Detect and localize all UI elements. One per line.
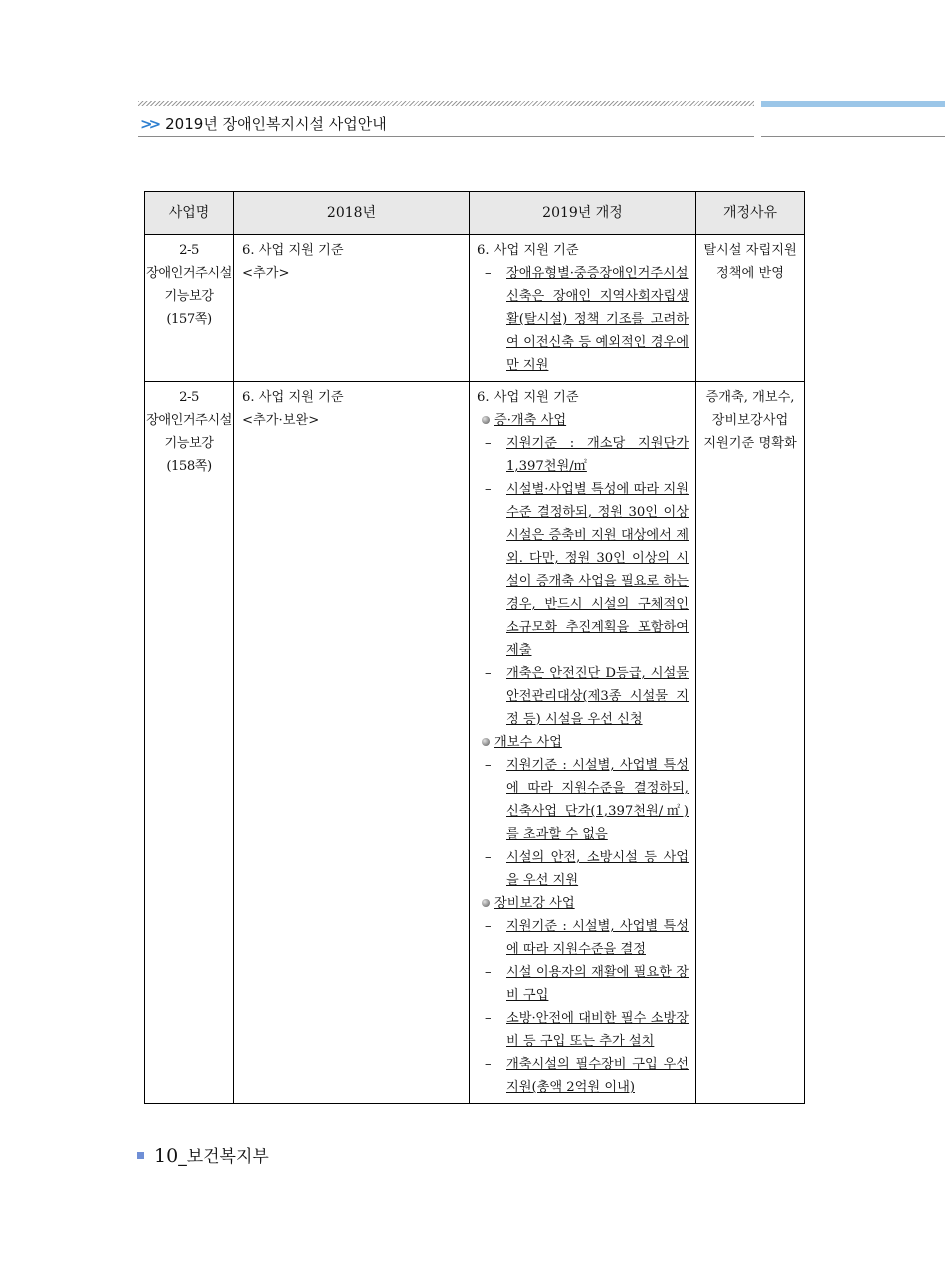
content-2018-line: <추가> [242,266,290,281]
column-header-2018: 2018년 [234,192,470,235]
content-2018-cell [234,382,470,1104]
dash-item-underlined: 소방·안전에 대비한 필수 소방장비 등 구입 또는 추가 설치 [506,1011,689,1049]
business-name-line: 기능보강 [164,289,214,304]
content-2018-cell [234,235,470,382]
business-name-line: 2-5 [179,390,199,405]
business-name-line: 장애인거주시설 [146,266,232,281]
content-2018-line: 6. 사업 지원 기준 [242,243,344,258]
dash-item-underlined: 개축시설의 필수장비 구입 우선 지원(총액 2억원 이내) [506,1057,689,1095]
content-2018-line: 6. 사업 지원 기준 [242,390,344,405]
dash-item [477,1053,689,1099]
dash-marker: – [485,666,492,681]
round-bullet-icon [482,899,490,907]
business-name-cell [145,235,234,382]
bullet-item-text: 증·개축 사업 [494,413,567,428]
dash-marker: – [485,919,492,934]
page-number: 10 [154,1145,179,1167]
dash-item [477,662,689,731]
reason-line: 지원기준 명확화 [703,436,797,451]
content-2019-heading: 6. 사업 지원 기준 [477,390,579,405]
dash-item-text [506,1053,689,1099]
business-name-line: 장애인거주시설 [146,413,232,428]
dash-item-text [506,915,689,961]
dash-item-underlined: 시설 이용자의 재활에 필요한 장비 구입 [506,965,689,1003]
header-accent-band [761,101,945,107]
dash-marker: – [485,266,492,281]
column-header-business: 사업명 [145,192,234,235]
running-header-title: 2019년 장애인복지시설 사업안내 [165,115,387,133]
dash-item-underlined: 지원기준 : 시설별, 사업별 특성에 따라 지원수준을 결정 [506,919,689,957]
dash-marker: – [485,1011,492,1026]
bullet-item-text: 장비보강 사업 [494,896,575,911]
reason-line: 장비보강사업 [711,413,789,428]
reason-cell [696,235,805,382]
business-name-line: 2-5 [179,243,199,258]
dash-item-text [506,262,689,377]
dash-marker: – [485,965,492,980]
revision-table [144,191,805,1104]
reason-line: 정책에 반영 [716,266,784,281]
table-row [145,382,805,1104]
dash-item-text [506,432,689,478]
page-footer [137,1143,269,1169]
dash-marker: – [485,1057,492,1072]
dash-item-text [506,1007,689,1053]
dash-item [477,915,689,961]
dash-item [477,1007,689,1053]
header-underline [138,136,754,137]
business-name-line: 기능보강 [164,436,214,451]
business-name-cell [145,382,234,1104]
table-row [145,235,805,382]
footer-square-icon [137,1152,144,1159]
bullet-item [477,892,689,915]
dash-item [477,961,689,1007]
reason-cell [696,382,805,1104]
column-header-2019-revision: 2019년 개정 [470,192,696,235]
dash-item-text [506,662,689,731]
dash-item-underlined: 시설별·사업별 특성에 따라 지원수준 결정하되, 정원 30인 이상 시설은 증축비 지원 대상에서 제외. 다만, 정원 30인 이상의 시설이 증개축 사업을 필요로 하는 경우, 반드시 시설의 구체적인 소규모화 추진계획을 포함하여 제출 [506,482,689,658]
table-body [145,235,805,1104]
round-bullet-icon [482,416,490,424]
bullet-item-text: 개보수 사업 [494,735,562,750]
bullet-item [477,731,689,754]
dash-item [477,432,689,478]
content-2018-line: <추가·보완> [242,413,320,428]
dash-item-underlined: 지원기준 : 시설별, 사업별 특성에 따라 지원수준을 결정하되, 신축사업 단가(1,397천원/㎡)를 초과할 수 없음 [506,758,689,842]
reason-line: 증개축, 개보수, [705,390,795,405]
dash-marker: – [485,436,492,451]
business-name-line: (157쪽) [166,312,212,327]
dash-marker: – [485,850,492,865]
dash-item [477,478,689,662]
header-hatch-rule [138,101,754,106]
double-chevron-icon: >> [140,115,158,133]
dash-marker: – [485,758,492,773]
content-2019-cell [470,382,696,1104]
dash-item-underlined: 장애유형별·중증장애인거주시설 신축은 장애인 지역사회자립생활(탈시설) 정책 기조를 고려하여 이전신축 등 예외적인 경우에만 지원 [506,266,689,373]
running-header [140,113,387,135]
content-2019-heading: 6. 사업 지원 기준 [477,243,579,258]
dash-item-underlined: 개축은 안전진단 D등급, 시설물 안전관리대상(제3종 시설물 지정 등) 시설을 우선 신청 [506,666,689,727]
content-2019-cell [470,235,696,382]
dash-item [477,262,689,377]
bullet-item [477,409,689,432]
dash-item-underlined: 시설의 안전, 소방시설 등 사업을 우선 지원 [506,850,689,888]
dash-item [477,754,689,846]
dash-item-underlined: 지원기준 : 개소당 지원단가 1,397천원/㎡ [506,436,689,474]
dash-item-text [506,478,689,662]
dash-item [477,846,689,892]
publisher-name: 보건복지부 [186,1147,269,1167]
reason-line: 탈시설 자립지원 [703,243,797,258]
table-header-row [145,192,805,235]
column-header-reason: 개정사유 [696,192,805,235]
business-name-line: (158쪽) [166,459,212,474]
dash-item-text [506,846,689,892]
dash-item-text [506,961,689,1007]
footer-separator: _ [178,1147,187,1167]
header-underline-right [761,136,945,137]
round-bullet-icon [482,738,490,746]
dash-marker: – [485,482,492,497]
dash-item-text [506,754,689,846]
